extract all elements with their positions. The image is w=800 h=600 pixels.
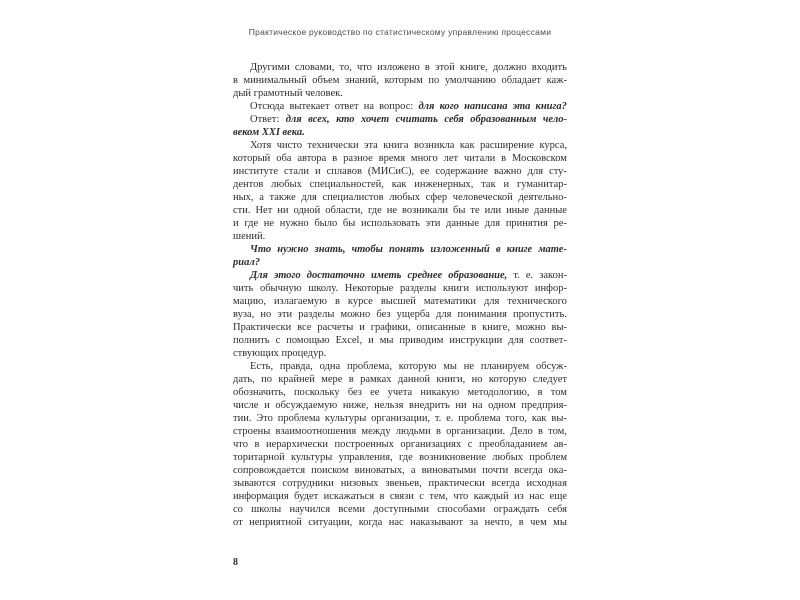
text-line: Другими словами, то, что изложено в этой книге, должно входить	[250, 62, 567, 73]
text-line: дый грамотный человек.	[233, 88, 343, 99]
text-line: Ответ: для всех, кто хочет считать себя образованным чело-	[250, 114, 567, 125]
text-line: в минимальный объем знаний, которым по умолчанию обладает каж-	[233, 75, 567, 86]
page-number: 8	[233, 557, 238, 568]
text-line: сти. Нет ни одной области, где не возникали бы те или иные данные	[233, 205, 567, 216]
text-line: институте стали и сплавов (МИСиС), ее содержание важно для сту-	[233, 166, 567, 177]
text-line: информация будет искажаться в связи с тем, что каждый из нас еще	[233, 491, 567, 502]
text-line: дентов любых специальностей, как инженерных, так и гуманитар-	[233, 179, 567, 190]
text-line: который оба автора в разное время много лет читали в Московском	[233, 153, 567, 164]
text-line: сопровождается поиском виноватых, а виноватыми почти всегда ока-	[233, 465, 567, 476]
text-line: зываются сотрудники низовых звеньев, практически всегда исходная	[233, 478, 567, 489]
text-line: риал?	[233, 257, 260, 268]
text-line: обозначить, поскольку без ее учета никакую методологию, в том	[233, 387, 567, 398]
text-line: тии. Это проблема культуры организации, т. е. проблема того, как вы-	[233, 413, 567, 424]
text-line: торитарной культуры управления, где возникновение любых проблем	[233, 452, 567, 463]
text-line: ствующих процедур.	[233, 348, 327, 359]
text-line: веком XXI века.	[233, 127, 305, 138]
text-line: Хотя чисто технически эта книга возникла как расширение курса,	[250, 140, 567, 151]
body-text-block	[233, 61, 567, 529]
text-line: Что нужно знать, чтобы понять изложенный в книге мате-	[250, 244, 567, 255]
text-line: строены взаимоотношения между людьми в организации. Дело в том,	[233, 426, 567, 437]
text-line: Практически все расчеты и графики, описанные в книге, можно вы-	[233, 322, 567, 333]
text-line: Для этого достаточно иметь среднее образование, т. е. закон-	[250, 270, 567, 281]
text-line: вуза, но эти разделы можно без ущерба для понимания пропустить.	[233, 309, 567, 320]
text-line: что в иерархически построенных организациях с преобладанием ав-	[233, 439, 567, 450]
text-line: Отсюда вытекает ответ на вопрос: для кого написана эта книга?	[250, 101, 567, 112]
running-header: Практическое руководство по статистическому управлению процессами	[248, 27, 552, 37]
text-line: Есть, правда, одна проблема, которую мы не планируем обсуж-	[250, 361, 567, 372]
text-line: полнить с помощью Excel, и мы приводим инструкции для соответ-	[233, 335, 567, 346]
text-line: ных, а также для специалистов любых сфер человеческой деятельно-	[233, 192, 567, 203]
text-line: и где не нужно было бы использовать эти данные для принятия ре-	[233, 218, 567, 229]
text-line: со школы научился всеми доступными способами ограждать себя	[233, 504, 567, 515]
text-line: числе и обсуждаемую ниже, нельзя внедрить ни на одном предприя-	[233, 400, 567, 411]
text-line: мацию, излагаемую в курсе высшей математики для технического	[233, 296, 567, 307]
text-line: от неприятной ситуации, когда нас наказывают за нечто, в чем мы	[233, 517, 567, 528]
text-line: чить обычную школу. Некоторые разделы книги используют инфор-	[233, 283, 567, 294]
text-line: дать, по крайней мере в рамках данной книги, но которую следует	[233, 374, 567, 385]
text-line: шений.	[233, 231, 266, 242]
